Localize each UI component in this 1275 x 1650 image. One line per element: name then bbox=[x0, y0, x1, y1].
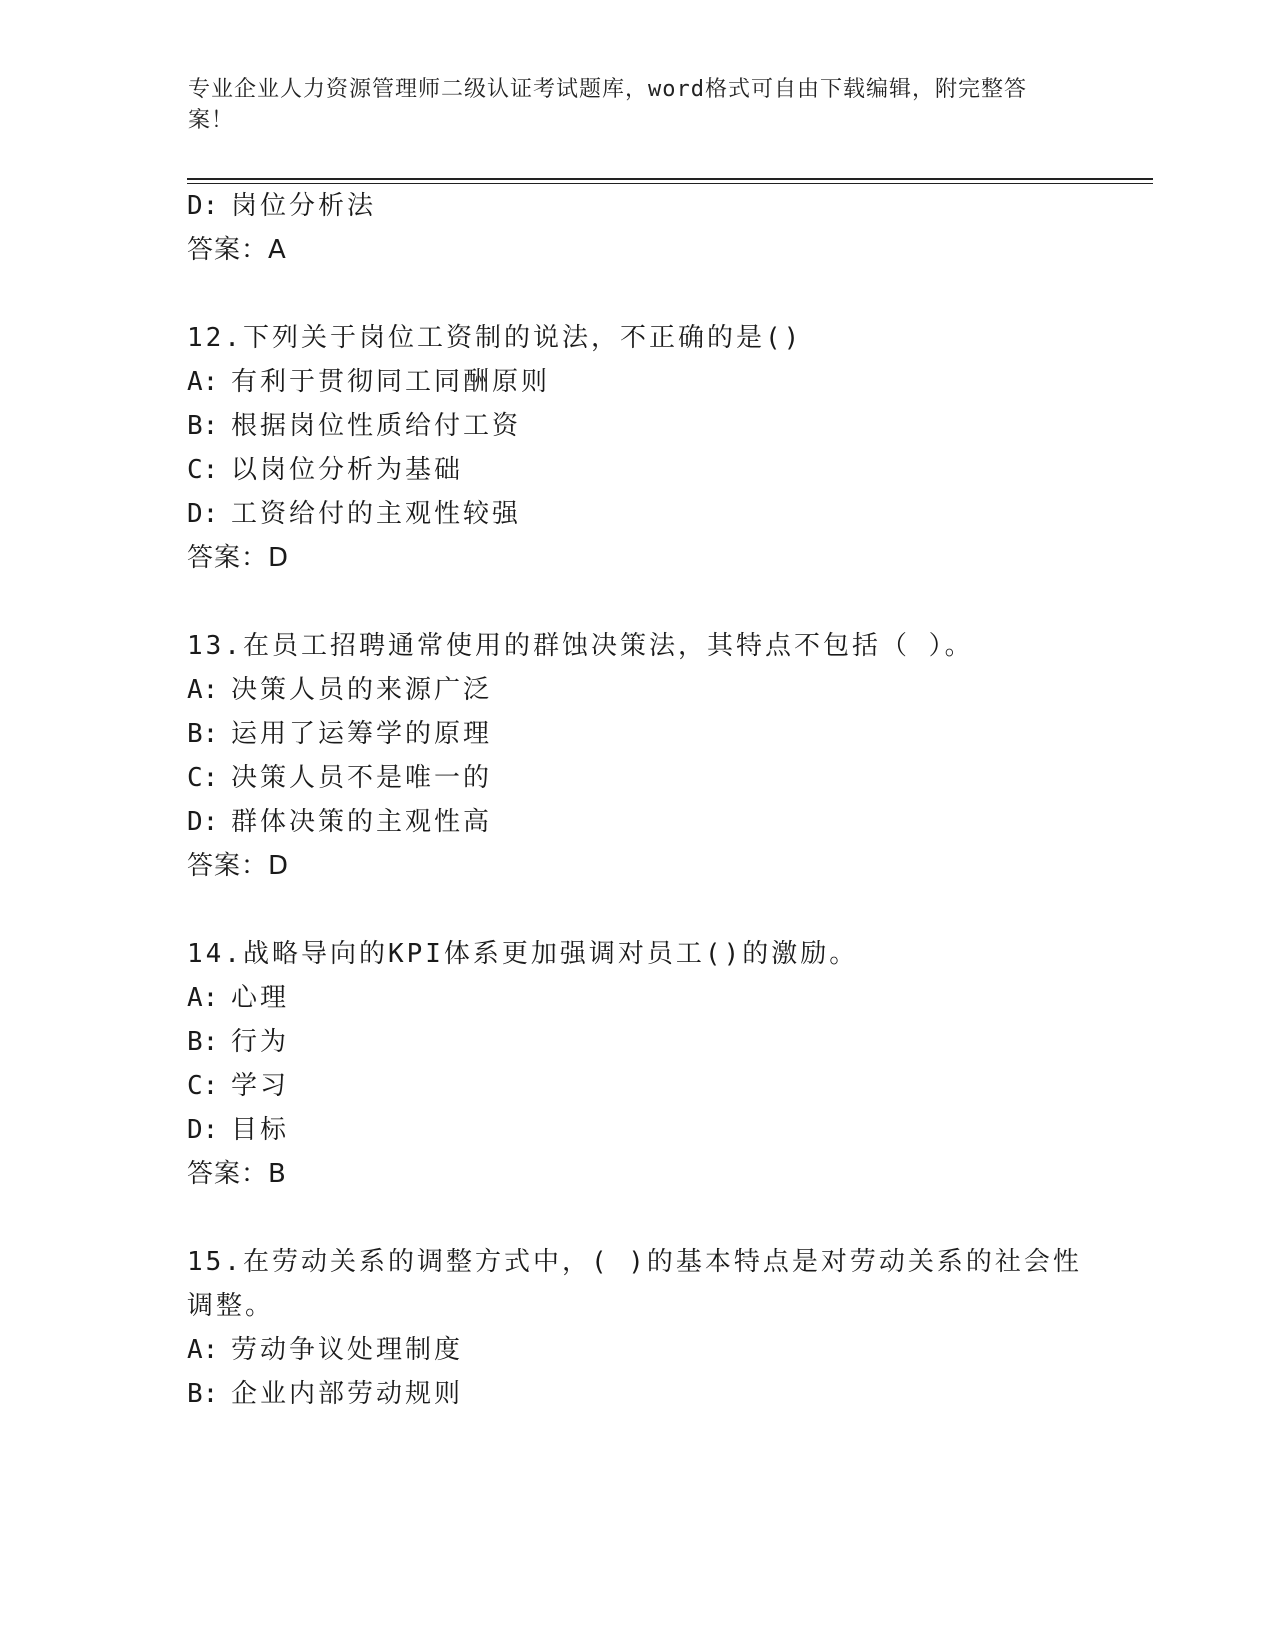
option-c bbox=[187, 760, 492, 796]
option-d bbox=[187, 496, 521, 532]
option-label: D: bbox=[187, 191, 219, 221]
option-text: 企业内部劳动规则 bbox=[231, 1379, 464, 1409]
option-label: B: bbox=[187, 1027, 219, 1057]
header-rule-thin bbox=[187, 183, 1153, 184]
option-text: 学习 bbox=[231, 1071, 290, 1101]
option-text: 以岗位分析为基础 bbox=[231, 455, 464, 485]
option-label: B: bbox=[187, 1379, 219, 1409]
option-label: A: bbox=[187, 983, 219, 1013]
option-text: 目标 bbox=[231, 1115, 290, 1145]
option-b bbox=[187, 408, 521, 444]
option-label: A: bbox=[187, 1335, 219, 1365]
header-rule-thick bbox=[187, 178, 1153, 180]
option-label: C: bbox=[187, 455, 219, 485]
question-stem: 13.在员工招聘通常使用的群蚀决策法，其特点不包括（ ）。 bbox=[187, 631, 974, 661]
answer-line: 答案：D bbox=[187, 543, 290, 573]
option-text: 工资给付的主观性较强 bbox=[231, 499, 522, 529]
option-label: D: bbox=[187, 807, 219, 837]
answer-line: 答案：D bbox=[187, 851, 290, 881]
option-label: C: bbox=[187, 1071, 219, 1101]
option-a bbox=[187, 672, 492, 708]
option-text: 心理 bbox=[231, 983, 290, 1013]
option-a bbox=[187, 364, 550, 400]
option-text: 决策人员不是唯一的 bbox=[231, 763, 493, 793]
option-text: 行为 bbox=[231, 1027, 290, 1057]
option-label: D: bbox=[187, 1115, 219, 1145]
question-stem: 15.在劳动关系的调整方式中，( )的基本特点是对劳动关系的社会性 bbox=[187, 1247, 1082, 1277]
option-label: B: bbox=[187, 411, 219, 441]
answer-line: 答案：B bbox=[187, 1159, 287, 1189]
option-b bbox=[187, 1024, 289, 1060]
option-label: B: bbox=[187, 719, 219, 749]
option-d bbox=[187, 188, 376, 224]
question-stem: 14.战略导向的KPI体系更加强调对员工()的激励。 bbox=[187, 939, 859, 969]
option-text: 有利于贯彻同工同酬原则 bbox=[231, 367, 551, 397]
option-text: 劳动争议处理制度 bbox=[231, 1335, 464, 1365]
option-d bbox=[187, 1112, 289, 1148]
answer-line: 答案：A bbox=[187, 235, 287, 265]
option-label: A: bbox=[187, 675, 219, 705]
option-b bbox=[187, 1376, 463, 1412]
option-label: D: bbox=[187, 499, 219, 529]
option-text: 运用了运筹学的原理 bbox=[231, 719, 493, 749]
option-a bbox=[187, 1332, 463, 1368]
header-note: 专业企业人力资源管理师二级认证考试题库，word格式可自由下载编辑，附完整答案！ bbox=[188, 77, 1027, 133]
question-stem: 12.下列关于岗位工资制的说法，不正确的是() bbox=[187, 323, 803, 353]
option-a bbox=[187, 980, 289, 1016]
option-text: 群体决策的主观性高 bbox=[231, 807, 493, 837]
option-b bbox=[187, 716, 492, 752]
option-c bbox=[187, 452, 463, 488]
option-d bbox=[187, 804, 492, 840]
question-stem-continued: 调整。 bbox=[187, 1291, 275, 1321]
option-label: A: bbox=[187, 367, 219, 397]
option-text: 决策人员的来源广泛 bbox=[231, 675, 493, 705]
option-c bbox=[187, 1068, 289, 1104]
option-text: 岗位分析法 bbox=[231, 191, 377, 221]
option-label: C: bbox=[187, 763, 219, 793]
option-text: 根据岗位性质给付工资 bbox=[231, 411, 522, 441]
